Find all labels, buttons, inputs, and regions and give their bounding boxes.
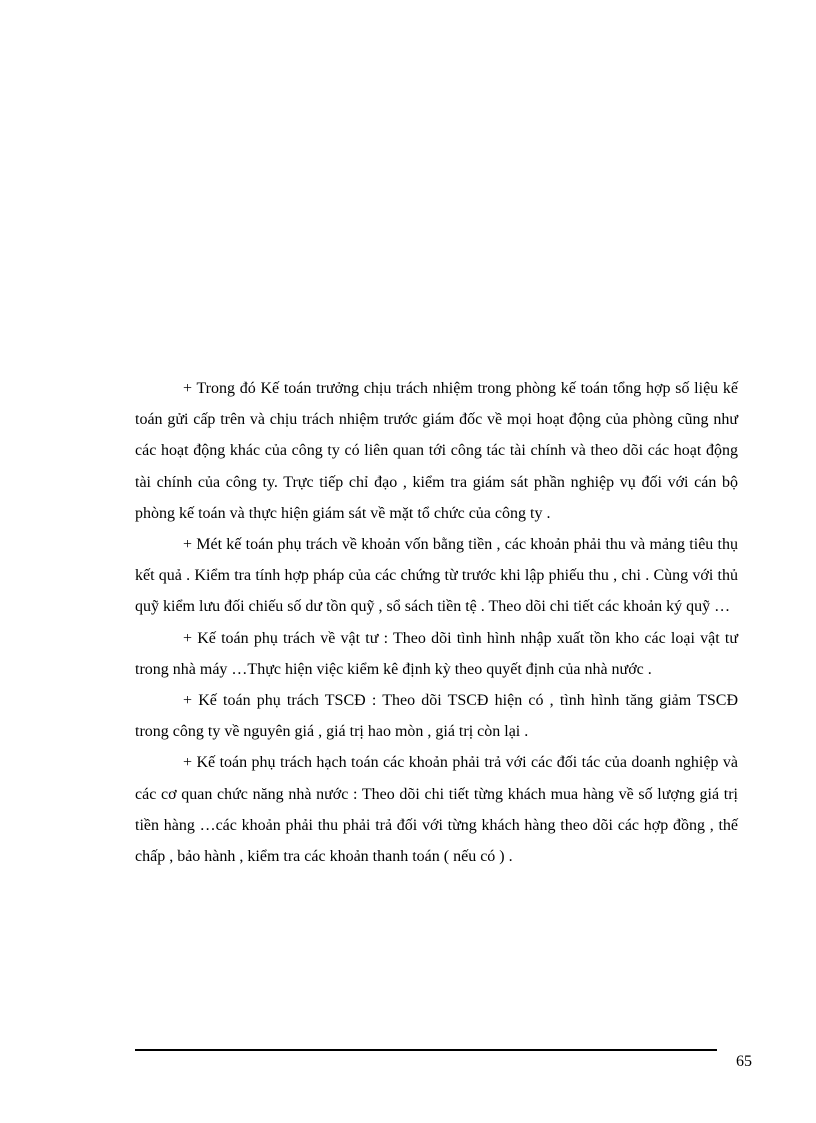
paragraph-payables-accountant: + Kế toán phụ trách hạch toán các khoản phải trả với các đối tác của doanh nghiệp và các cơ quan chức năng nhà nước : Theo dõi chi tiết từng khách mua hàng về số lượng giá trị tiền hàng …các khoản phải thu phải trả đối với từng khách hàng theo dõi các hợp đồng , thế chấp , bảo hành , kiểm tra các khoản thanh toán ( nếu có ) .	[135, 754, 738, 866]
paragraph-materials-accountant: + Kế toán phụ trách về vật tư : Theo dõi tình hình nhập xuất tồn kho các loại vật tư trong nhà máy …Thực hiện việc kiểm kê định kỳ theo quyết định của nhà nước .	[135, 629, 738, 678]
footer-divider	[135, 1049, 717, 1051]
paragraph-fixed-assets-accountant: + Kế toán phụ trách TSCĐ : Theo dõi TSCĐ hiện có , tình hình tăng giảm TSCĐ trong công ty về nguyên giá , giá trị hao mòn , giá trị còn lại .	[135, 692, 738, 741]
page-number: 65	[736, 1053, 752, 1070]
paragraph-cash-accountant: + Mét kế toán phụ trách về khoản vốn bằng tiền , các khoản phải thu và mảng tiêu thụ kết quả . Kiểm tra tính hợp pháp của các chứng từ trước khi lập phiếu thu , chi . Cùng với thủ quỹ kiểm lưu đối chiếu số dư tồn quỹ , sổ sách tiền tệ . Theo dõi chi tiết các khoản ký quỹ …	[135, 536, 738, 616]
body-text	[135, 373, 738, 872]
paragraph-chief-accountant: + Trong đó Kế toán trưởng chịu trách nhiệm trong phòng kế toán tổng hợp số liệu kế toán gửi cấp trên và chịu trách nhiệm trước giám đốc về mọi hoạt động của phòng cũng như các hoạt động khác của công ty có liên quan tới công tác tài chính và theo dõi các hoạt động tài chính của công ty. Trực tiếp chỉ đạo , kiểm tra giám sát phần nghiệp vụ đối với cán bộ phòng kế toán và thực hiện giám sát về mặt tổ chức của công ty .	[135, 380, 738, 522]
